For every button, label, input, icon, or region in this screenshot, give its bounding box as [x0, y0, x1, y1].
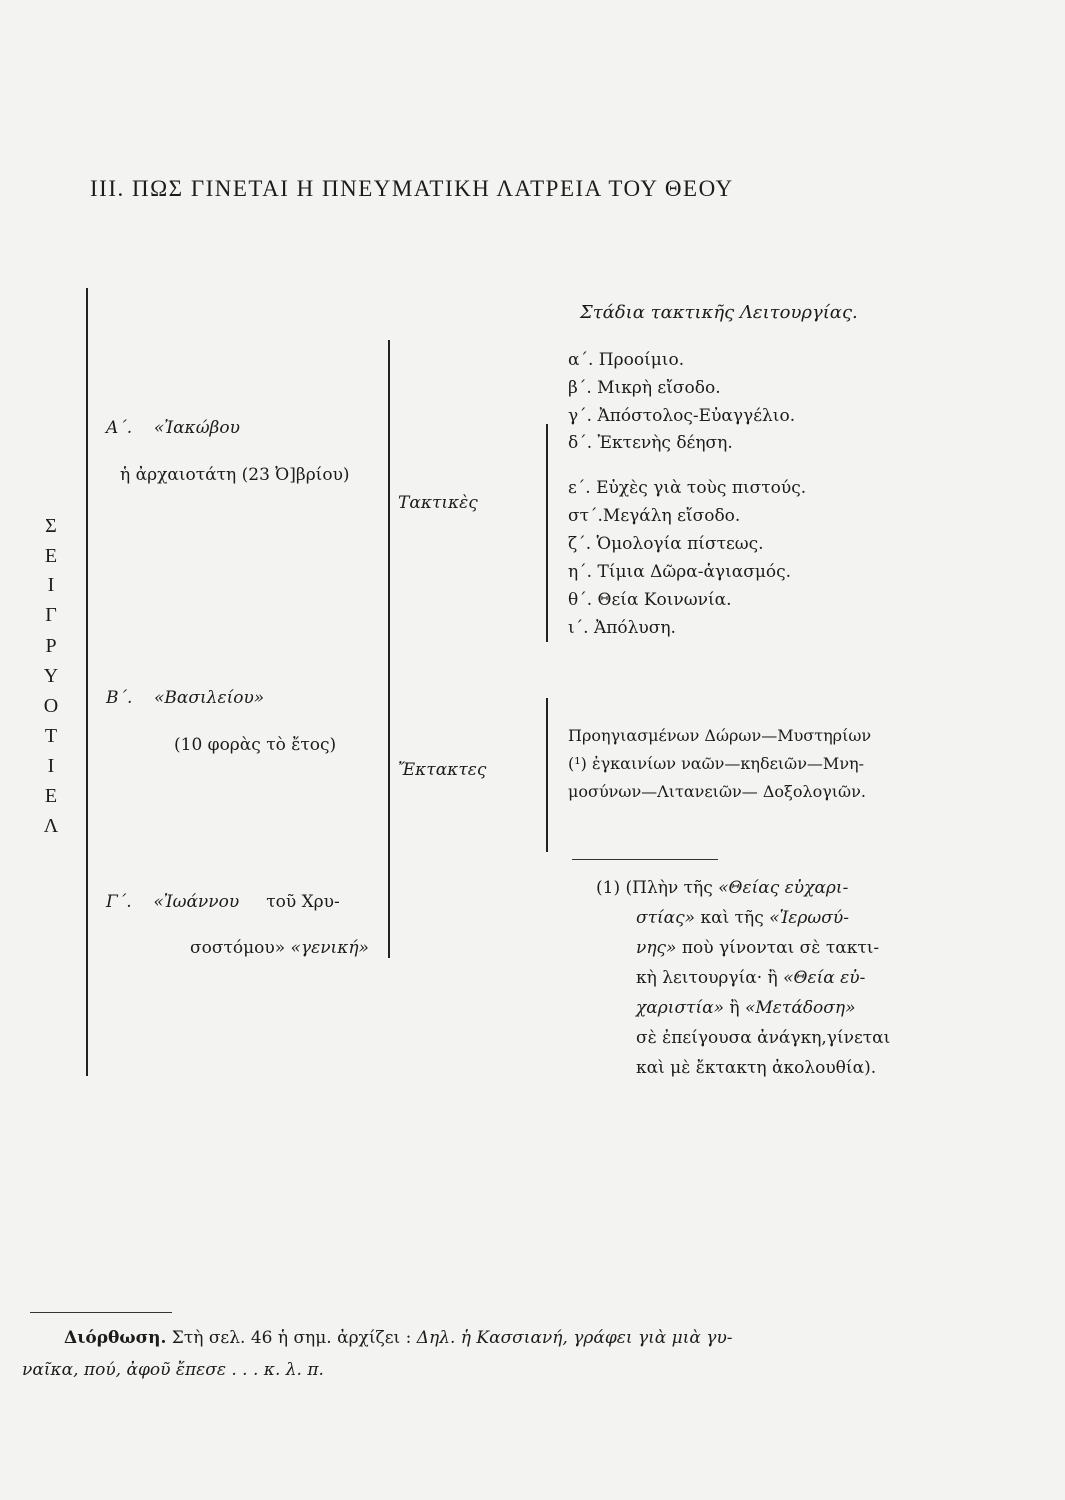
liturgy-b — [106, 688, 264, 708]
liturgy-a-number: Α΄. — [106, 418, 133, 438]
footnote-line — [596, 878, 848, 898]
correction-line — [64, 1328, 733, 1348]
correction-label: Διόρθωση. — [64, 1328, 167, 1348]
footnote-emphasis: «Μετάδοση» — [745, 998, 856, 1018]
footnote-line — [636, 998, 855, 1018]
stage-item: θ΄. Θεία Κοινωνία. — [568, 590, 732, 610]
outer-bracket — [86, 288, 88, 1076]
footnote-line: καὶ μὲ ἔκτακτη ἀκολουθία). — [636, 1058, 877, 1078]
stage-item: στ΄.Μεγάλη εἴσοδο. — [568, 506, 741, 526]
stages-bracket — [546, 424, 548, 642]
liturgy-c-desc — [190, 938, 369, 958]
liturgy-b-name: «Βασιλείου» — [154, 688, 265, 708]
liturgy-c-desc-1: σοστόμου» — [190, 938, 286, 958]
liturgy-c-desc-2: «γενική» — [290, 938, 369, 958]
middle-bracket — [388, 340, 390, 958]
stage-item: ι΄. Ἀπόλυση. — [568, 618, 676, 638]
stage-item: η΄. Τίμια Δῶρα-ἁγιασμός. — [568, 562, 792, 582]
side-letter: Τ — [44, 725, 58, 747]
extra-service-line: (¹) ἐγκαινίων ναῶν—κηδειῶν—Μνη- — [568, 754, 865, 773]
footnote-line — [636, 938, 879, 958]
footnote-line — [636, 968, 865, 988]
side-letter: Ε — [44, 785, 58, 807]
liturgy-c-number: Γ΄. — [106, 892, 132, 912]
extra-service-line: μοσύνων—Λιτανειῶν— Δοξολογιῶν. — [568, 782, 866, 801]
side-letter: Ρ — [45, 635, 57, 657]
side-letter: Ι — [47, 755, 55, 777]
liturgy-c-name: «Ἰωάννου — [153, 892, 240, 912]
extra-bracket — [546, 698, 548, 852]
side-letter: Ε — [44, 545, 58, 567]
stage-item: γ΄. Ἀπόστολος-Εὐαγγέλιο. — [568, 406, 796, 426]
footnote-text: ποὺ γίνονται σὲ τακτι- — [676, 938, 880, 958]
footnote-emphasis: «Θείας εὐχαρι- — [718, 878, 849, 898]
footnote-emphasis: χαριστία» — [636, 998, 724, 1018]
extra-service-line: Προηγιασμένων Δώρων—Μυστηρίων — [568, 726, 872, 745]
correction-text: Στὴ σελ. 46 ἡ σημ. ἀρχίζει : — [166, 1328, 417, 1348]
liturgy-b-number: Β΄. — [106, 688, 133, 708]
footnote-text: (1) (Πλὴν τῆς — [596, 878, 719, 898]
correction-quote: Δηλ. ἡ Κασσιανή, γράφει γιὰ μιὰ γυ- — [416, 1328, 733, 1348]
type-extra: Ἔκτακτες — [398, 760, 487, 780]
liturgy-b-desc: (10 φορὰς τὸ ἔτος) — [174, 735, 337, 755]
stage-item: β΄. Μικρὴ εἴσοδο. — [568, 378, 721, 398]
page-title: III. ΠΩΣ ΓΙΝΕΤΑΙ Η ΠΝΕΥΜΑΤΙΚΗ ΛΑΤΡΕΙΑ ΤΟΥ ΘΕΟΥ — [90, 176, 734, 201]
footnote-line — [636, 908, 849, 928]
liturgy-a — [106, 418, 240, 438]
footnote-emphasis: «Θεία εὐ- — [783, 968, 866, 988]
stages-title: Στάδια τακτικῆς Λειτουργίας. — [580, 302, 858, 323]
side-letter: Λ — [43, 815, 59, 837]
side-letter: Γ — [45, 604, 57, 626]
side-letter: Ι — [47, 574, 55, 596]
footnote-text: καὶ τῆς — [695, 908, 770, 928]
liturgy-a-name: «Ἰακώβου — [153, 418, 240, 438]
type-regular: Τακτικὲς — [398, 493, 478, 513]
correction-line: ναῖκα, πού, ἀφοῦ ἔπεσε . . . κ. λ. π. — [22, 1360, 324, 1380]
footnote-line: σὲ ἐπείγουσα ἀνάγκη,γίνεται — [636, 1028, 891, 1048]
footnote-emphasis: στίας» — [636, 908, 696, 928]
liturgy-c-name-rest: τοῦ Χρυ- — [266, 892, 340, 912]
footnote-emphasis: «Ἱερωσύ- — [769, 908, 849, 928]
stage-item: α΄. Προοίμιο. — [568, 350, 685, 370]
side-letter: Υ — [43, 665, 59, 687]
side-letter: Σ — [45, 515, 57, 537]
side-letter: Ο — [43, 695, 59, 717]
stage-item: δ΄. Ἐκτενὴς δέηση. — [568, 433, 733, 453]
correction-separator — [30, 1312, 172, 1313]
footnote-emphasis: νης» — [636, 938, 677, 958]
stage-item: ε΄. Εὐχὲς γιὰ τοὺς πιστούς. — [568, 478, 807, 498]
liturgy-c — [106, 892, 340, 912]
footnote-separator — [572, 859, 718, 860]
footnote-text: ἢ — [724, 998, 745, 1018]
liturgy-a-desc: ἡ ἀρχαιοτάτη (23 Ὀ]βρίου) — [120, 465, 350, 485]
stage-item: ζ΄. Ὁμολογία πίστεως. — [568, 534, 764, 554]
footnote-text: κὴ λειτουργία· ἢ — [636, 968, 784, 988]
